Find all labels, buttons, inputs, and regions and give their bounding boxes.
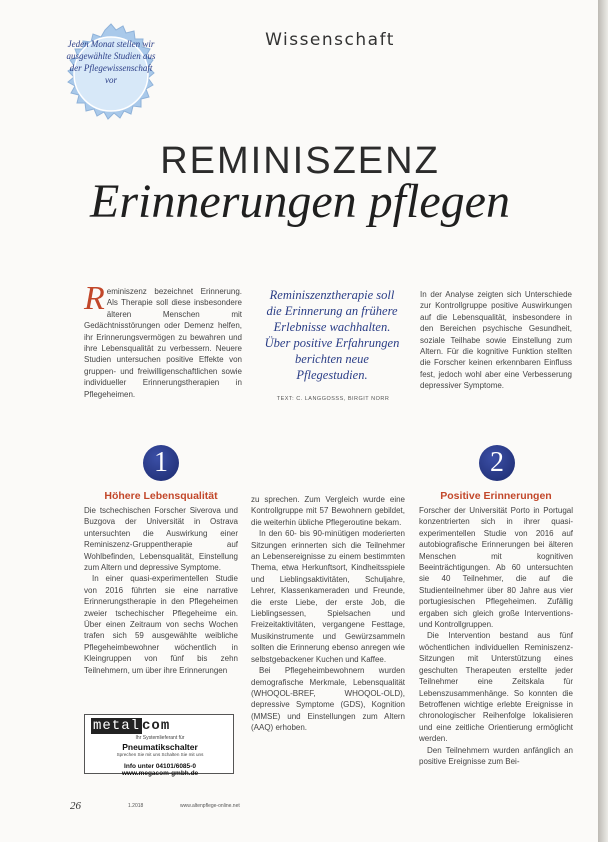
ad-small-text: Sprechen Sie mit uns Schalten Sie mit uns [116,752,204,757]
ad-logo [91,718,170,734]
ad-logo-a: metal [93,718,141,734]
paragraph: In einer quasi-experimentellen Studie von 2016 führten sie eine narrative Erinnerungstherapie in den Pflegeheimen zweier tschechischer Pflegeheime ein. Über einen Zeitraum von sechs Wochen trafen sich 59 ausgewählte weibliche Pflegeheimbewohner wöchentlich in Kleingruppen von fünf bis zehn Teilnehmern, um über ihre Erinnerungen [84,574,238,675]
intro-left-text: eminiszenz bezeichnet Erinnerung. Als Therapie soll diese insbesondere älteren Menschen mit Gedächtnisstörungen oder Demenz helfen, ihr Erinnerungsvermögen zu bewahren und ihre Lebensqualität zu verbessern. Neuere Studien untersuchen positive Effekte von gruppen- und freiwilligenschaftlichen sowie individueller Erinnerungstherapien in Pflegeheimen. [84,287,242,399]
paragraph: Bei Pflegeheimbewohnern wurden demografische Merkmale, Lebensqualität (WHOQOL-BREF, WHOQOL-OLD), depressive Symptome (GDS), Kognition (MMSE) und Einstellungen zum Altern (AAQ) erhoben. [251,666,405,733]
paragraph: Die Intervention bestand aus fünf wöchentlichen individuellen Reminiszenz-Sitzungen mit Unterstützung eines geschulten Therapeuten erstellte jeder Teilnehmer eine Zeitskala für Lebenszusammenhänge. So konnten die Betroffenen wichtige erlebte Ereignisse in chronologischer Reihenfolge lokalisieren und eine zeitliche Orientierung ermöglicht werden. [419,631,573,744]
paragraph: In den 60- bis 90-minütigen moderierten Sitzungen erinnerten sich die Teilnehmer an Lebensereignisse zu einem bestimmten Thema, etwa Herkunftsort, Kindheitsspiele und Lieblingsaktivitäten, Schuljahre, Lehrer, Klassenkameraden und Freunde, die erste Liebe, der erste Job, die Lieblingsessen, Spielsachen und Freizeitaktivitäten, vergangene Festtage, Musikinstrumente und Gewürzsammeln sollten die Erinnerung ebenso anregen wie selbstgebackener Kuchen und Kaffee. [251,529,405,664]
badge-text: Jeden Monat stellen wir ausgewählte Studien aus der Pflegewissenschaft vor [66,39,156,85]
body-column-1 [84,505,238,676]
page-title: REMINISZENZ [160,140,440,182]
ad-logo-b: com [142,718,171,734]
intro-left-column [84,280,242,400]
author-credit: TEXT: C. LANGGOSSS, BIRGIT NORR [276,396,390,402]
paragraph: zu sprechen. Zum Vergleich wurde eine Kontrollgruppe mit 57 Bewohnern gebildet, die weiterhin übliche Pflegeroutine bekam. [251,495,405,527]
page-edge [598,0,608,842]
pull-quote: Reminiszenztherapie soll die Erinnerung an frühere Erlebnisse wachhalten. Über positive Erfahrungen berichten neue Pflegestudien. [264,288,400,382]
section-label: Wissenschaft [265,30,395,50]
footer-url[interactable]: www.altenpflege-online.net [180,803,240,809]
number-circle-2: 2 [479,445,515,481]
page-subtitle: Erinnerungen pflegen [90,175,510,228]
paragraph: Forscher der Universität Porto in Portugal konzentrierten sich in ihrer quasi-experimentellen Studie von 2016 auf autobiografische Erinnerungen bei älteren Menschen mit kognitiven Beeinträchtigungen. Ab 60 untersuchten sie 40 Teilnehmer, die auf die Studienteilnehmer über 80 Jahre aus vier portugiesischen Pflegeheimen. Zufällig ergaben sich gleich große Interventions- und Kontrollgruppen. [419,506,573,630]
issue-label: 1.2018 [128,803,144,809]
body-column-3 [419,505,573,767]
paragraph: Den Teilnehmern wurden anfänglich an positive Ereignisse zum Bei- [419,745,573,766]
intro-right-column: In der Analyse zeigten sich Unterschiede zur Kontrollgruppe positive Auswirkungen auf die Lebensqualität, insbesondere in den Bereichen psychische Gesundheit, soziale Teilhabe sowie Einstellung zum Altern. Für die kognitive Funktion stellten die Forscher keinen erkennbaren Einfluss fest, jedoch wohl aber eine Verbesserung depressiver Symptome. [420,290,572,391]
subheading-1: Höhere Lebensqualität [104,490,218,502]
body-column-2 [251,494,405,734]
page-number: 26 [70,800,81,812]
number-circle-1: 1 [143,445,179,481]
ad-tagline: Ihr Systemlieferant für [135,735,185,741]
subheading-2: Positive Erinnerungen [440,490,552,502]
paragraph: Die tschechischen Forscher Siverova und Buzgova der Universität in Ostrava untersuchten die Auswirkung einer Reminiszenz-Gruppentherapie auf Wohlbefinden, Lebensqualität, Einstellung zum Altern und depressive Symptome. [84,506,238,573]
ad-heading: Pneumatikschalter [122,742,198,752]
advertisement[interactable] [84,714,234,777]
ad-url[interactable]: www.megacom-gmbh.de [121,770,199,777]
drop-cap: R [84,280,105,317]
ad-phone: Info unter 04101/6085-0 [124,763,196,770]
ad-contact [85,763,235,777]
